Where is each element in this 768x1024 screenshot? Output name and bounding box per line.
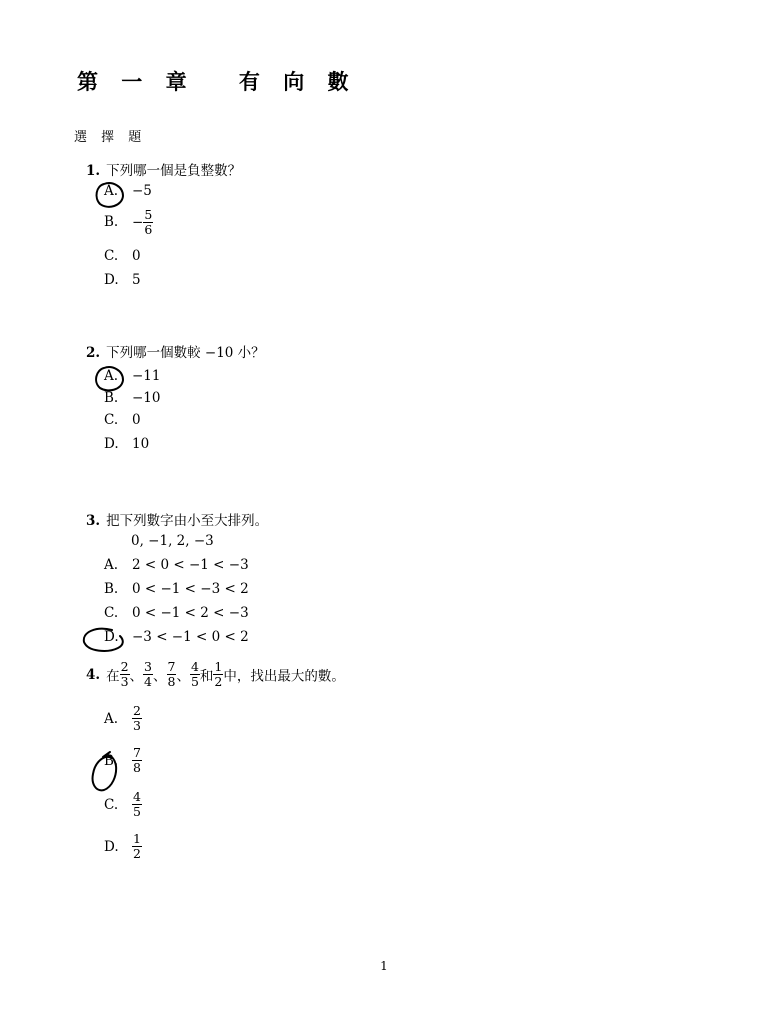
- q4-option-d[interactable]: [104, 832, 142, 861]
- option-letter: D.: [104, 436, 119, 452]
- q2-option-c[interactable]: [104, 412, 141, 428]
- option-letter: A.: [104, 368, 119, 384]
- fraction-denominator: 5: [190, 674, 199, 689]
- option-value: −5: [132, 183, 152, 199]
- fraction-numerator: 7: [167, 659, 176, 674]
- question-4-number: 4.: [86, 666, 101, 683]
- option-value: 2 < 0 < −1 < −3: [132, 557, 249, 573]
- option-value: 0 < −1 < −3 < 2: [132, 581, 249, 597]
- question-3-numbers: 0, −1, 2, −3: [131, 533, 214, 549]
- q4-option-c[interactable]: [104, 790, 142, 819]
- question-4-prefix: 在: [106, 668, 120, 685]
- question-1-number: 1.: [86, 163, 101, 179]
- option-value: −10: [132, 390, 161, 406]
- q2-option-b[interactable]: [104, 390, 161, 406]
- option-letter: B.: [104, 214, 119, 230]
- fraction-denominator: 2: [214, 674, 223, 689]
- question-3: [86, 509, 268, 529]
- option-letter: D.: [104, 838, 119, 855]
- option-letter: C.: [104, 796, 119, 813]
- fraction-denominator: 3: [133, 718, 141, 733]
- fraction-numerator: 2: [120, 659, 129, 674]
- fraction-numerator: 2: [133, 703, 141, 718]
- option-value: 0 < −1 < 2 < −3: [132, 605, 249, 621]
- fraction-denominator: 8: [133, 760, 141, 775]
- q2-option-d[interactable]: [104, 436, 149, 452]
- q3-option-b[interactable]: [104, 581, 249, 597]
- fraction-numerator: 4: [190, 659, 199, 674]
- question-3-number: 3.: [86, 513, 101, 529]
- fraction-numerator: 4: [133, 789, 141, 804]
- q1-option-b[interactable]: [104, 208, 153, 237]
- q2-option-a[interactable]: [104, 368, 161, 384]
- question-4-fraction: [167, 660, 177, 689]
- option-letter: C.: [104, 605, 119, 621]
- question-4-fraction: [213, 660, 223, 689]
- question-4-separator: 、: [153, 668, 167, 685]
- fraction-denominator: 2: [133, 846, 141, 861]
- option-sign: −: [132, 214, 144, 231]
- question-4-and: 和: [199, 668, 214, 685]
- question-4: [86, 660, 345, 689]
- q1-option-a[interactable]: [104, 183, 152, 199]
- option-letter: C.: [104, 412, 119, 428]
- option-value: 10: [132, 436, 150, 452]
- q4-option-b[interactable]: [104, 746, 142, 775]
- option-value: −11: [132, 368, 161, 384]
- fraction-numerator: 5: [144, 207, 153, 222]
- option-fraction: [132, 746, 142, 775]
- question-4-suffix: 中，找出最大的數。: [223, 668, 345, 685]
- q1-option-c[interactable]: [104, 248, 141, 264]
- fraction-denominator: 5: [133, 804, 141, 819]
- option-fraction: [132, 832, 142, 861]
- q3-option-c[interactable]: [104, 605, 249, 621]
- fraction-denominator: 8: [167, 674, 176, 689]
- option-letter: B.: [104, 390, 119, 406]
- q3-option-d[interactable]: [104, 629, 249, 645]
- fraction-numerator: 7: [133, 745, 141, 760]
- option-letter: A.: [104, 557, 119, 573]
- option-letter: A.: [104, 183, 119, 199]
- question-1: [86, 159, 241, 179]
- question-1-text: 下列哪一個是負整數？: [106, 163, 242, 179]
- option-letter: B.: [104, 752, 119, 769]
- q4-option-a[interactable]: [104, 704, 142, 733]
- option-value: 0: [132, 412, 141, 428]
- option-value: 0: [132, 248, 141, 264]
- fraction-denominator: 6: [144, 222, 153, 237]
- fraction-numerator: 3: [144, 659, 152, 674]
- page-number: 1: [380, 959, 388, 973]
- section-title: 選 擇 題: [74, 130, 147, 145]
- chapter-title: 第 一 章 有 向 數: [77, 69, 357, 94]
- fraction-numerator: 1: [133, 831, 141, 846]
- q1-option-d[interactable]: [104, 272, 141, 288]
- option-letter: B.: [104, 581, 119, 597]
- option-fraction: [132, 704, 142, 733]
- question-2-text: 下列哪一個數較 −10 小？: [106, 345, 265, 361]
- question-4-fraction: [190, 660, 200, 689]
- question-4-fraction: [143, 660, 153, 689]
- option-fraction: [132, 790, 142, 819]
- option-letter: A.: [104, 710, 119, 727]
- fraction-denominator: 4: [144, 674, 152, 689]
- question-4-separator: 、: [176, 668, 190, 685]
- question-4-separator: 、: [129, 668, 144, 685]
- option-letter: C.: [104, 248, 119, 264]
- option-value: −3 < −1 < 0 < 2: [132, 629, 249, 645]
- option-letter: D.: [104, 629, 119, 645]
- question-2-number: 2.: [86, 345, 101, 361]
- fraction-denominator: 3: [120, 674, 129, 689]
- question-3-text: 把下列數字由小至大排列。: [106, 513, 269, 529]
- question-2: [86, 341, 265, 361]
- option-letter: D.: [104, 272, 119, 288]
- question-4-fraction: [120, 660, 130, 689]
- option-value: 5: [132, 272, 141, 288]
- fraction-numerator: 1: [214, 659, 223, 674]
- option-fraction: [143, 208, 153, 237]
- q3-option-a[interactable]: [104, 557, 249, 573]
